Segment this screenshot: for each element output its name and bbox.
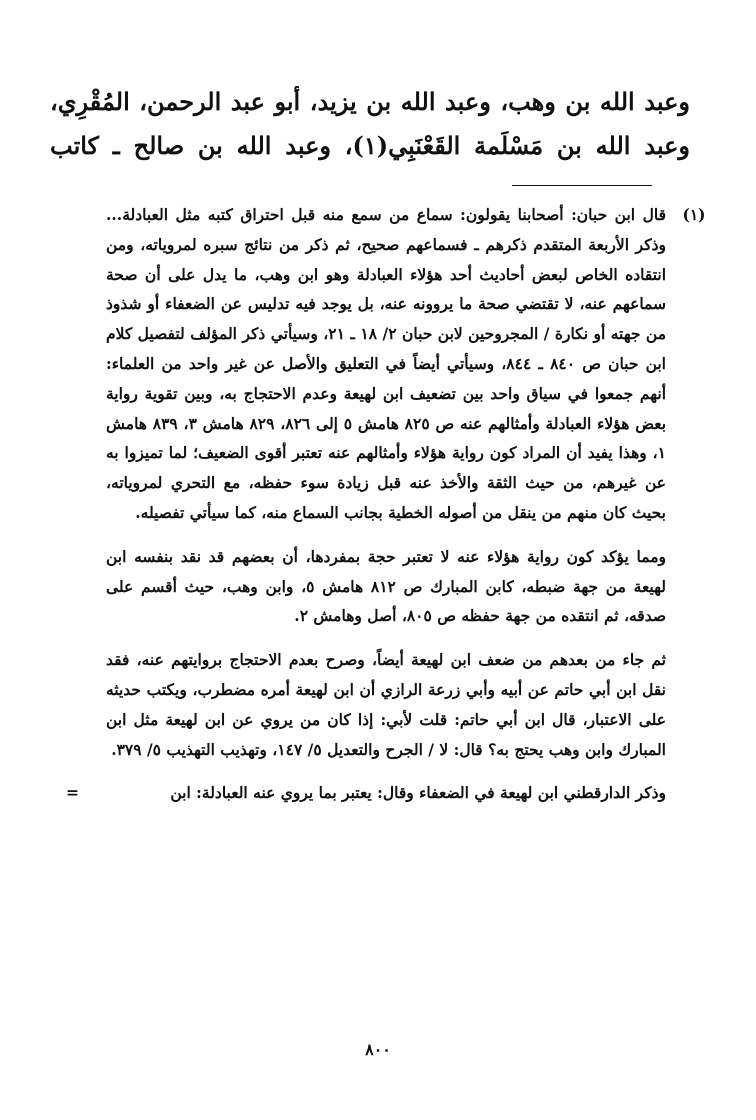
footnote-1-text: قال ابن حبان: أصحابنا يقولون: سماع من سمع منه قبل احتراق كتبه مثل العبادلة... وذكر الأربعة المتقدم ذكرهم ـ فسماعهم صحيح، ثم ذكر من نتائج سبره لمروياته، ومن انتقاده الخاص لبعض أحاديث أحد هؤلاء العبادلة وهو ابن وهب، ما يدل على أن صحة سماعهم عنه، لا تقتضي صحة ما يروونه عنه، بل يوجد فيه تدليس عن الضعفاء أو شذوذ من جهته أو نكارة / المجروحين لابن حبان ٢/ ١٨ ـ ٢١، وسيأتي ذكر المؤلف لتفصيل كلام ابن حبان ص ٨٤٠ ـ ٨٤٤، وسيأتي أيضاً في التعليق والأصل عن غير واحد من العلماء: أنهم جمعوا في سياق واحد بين تضعيف ابن لهيعة وعدم الاحتجاج به، وبين تقوية رواية بعض هؤلاء العبادلة وأمثالهم عنه ص ٨٢٥ هامش ٥ إلى ٨٢٦، ٨٢٩ هامش ٣، ٨٣٩ هامش ١، وهذا يفيد أن المراد كون رواية هؤلاء وأمثالهم عنه تعتبر أقوى الضعيف؛ لما تميزوا به عن غيرهم، من حيث الثقة والأخذ عنه قبل زيادة سوء حفظه، مع التحري لمروياته، بحيث كان منهم من ينقل من أصوله الخطية بجانب السماع منه، كما سيأتي تفصيله. <box>106 205 667 522</box>
continuation-mark: = <box>66 783 79 803</box>
main-line-1: وعبد الله بن وهب، وعبد الله بن يزيد، أبو عبد الرحمن، المُقْرِي، <box>50 87 690 116</box>
footnote-paragraph-3: ثم جاء من بعدهم من ضعف ابن لهيعة أيضاً، وصرح بعدم الاحتجاج بروايتهم عنه، فقد نقل ابن أبي حاتم عن أبيه وأبي زرعة الرازي أن ابن لهيعة أمره مضطرب، ويكتب حديثه على الاعتبار، قال ابن أبي حاتم: قلت لأبي: إذا كان من يروي عن ابن لهيعة مثل ابن المبارك وابن وهب يحتج به؟ قال: لا / الجرح والتعديل ٥/ ١٤٧، وتهذيب التهذيب ٥/ ٣٧٩. <box>106 650 666 759</box>
footnote-paragraph-2: ومما يؤكد كون رواية هؤلاء عنه لا تعتبر حجة بمفردها، أن بعضهم قد نقد بنفسه ابن لهيعة من جهة ضبطه، كابن المبارك ص ٨١٢ هامش ٥، وابن وهب، حيث أقسم على صدقه، ثم انتقده من جهة حفظه ص ٨٠٥، أصل وهامش ٢. <box>106 546 666 626</box>
main-text <box>50 80 690 168</box>
footnote-paragraph-4 <box>66 778 666 808</box>
footnote-number: (١) <box>682 205 706 224</box>
footnotes <box>66 200 706 808</box>
footnote-paragraph-4-text: وذكر الدارقطني ابن لهيعة في الضعفاء وقال: يعتبر بما يروي عنه العبادلة: ابن <box>170 783 666 803</box>
footnote-1 <box>106 200 706 528</box>
page-number: ٨٠٠ <box>365 1040 391 1059</box>
footnote-separator <box>512 185 652 186</box>
main-line-2: وعبد الله بن مَسْلَمة القَعْنَبِي(١)، وعبد الله بن صالح ـ كاتب <box>50 131 690 160</box>
